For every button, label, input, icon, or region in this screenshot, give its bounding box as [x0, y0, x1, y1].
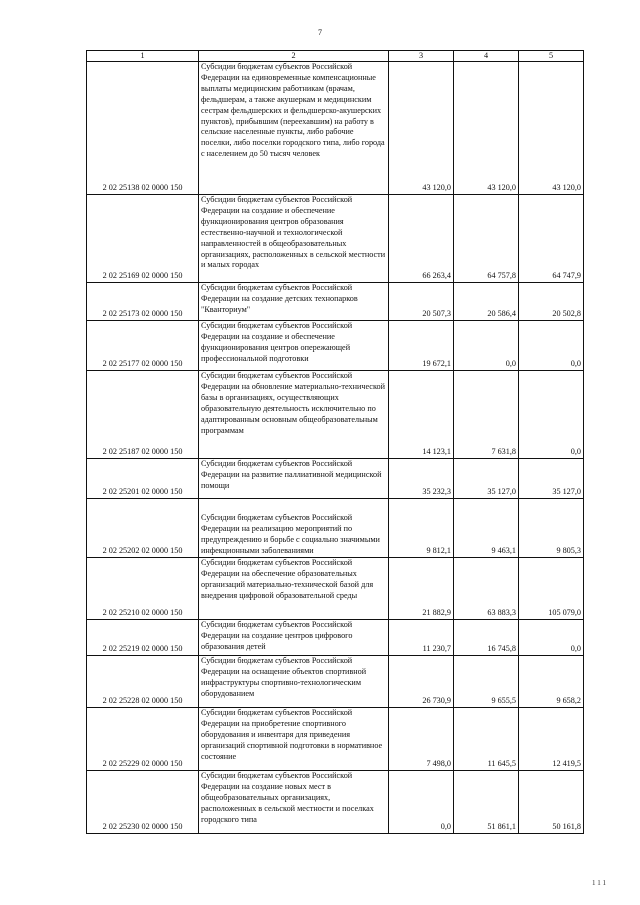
budget-table [86, 50, 584, 834]
row-value-col3: 14 123,1 [389, 371, 454, 459]
row-value-col4: 20 586,4 [454, 283, 519, 321]
row-code: 2 02 25187 02 0000 150 [87, 371, 199, 459]
row-description: Субсидии бюджетам субъектов Российской Федерации на создание детских технопарков "Кванториум" [199, 283, 389, 321]
table-row [87, 708, 584, 771]
row-value-col4: 16 745,8 [454, 620, 519, 656]
row-description: Субсидии бюджетам субъектов Российской Федерации на приобретение спортивного оборудования и инвентаря для приведения организаций спортивной подготовки в нормативное состояние [199, 708, 389, 771]
row-code: 2 02 25138 02 0000 150 [87, 62, 199, 195]
row-code: 2 02 25219 02 0000 150 [87, 620, 199, 656]
row-code: 2 02 25210 02 0000 150 [87, 558, 199, 620]
row-value-col3: 7 498,0 [389, 708, 454, 771]
row-description: Субсидии бюджетам субъектов Российской Федерации на оснащение объектов спортивной инфраструктуры спортивно-технологическим оборудованием [199, 656, 389, 708]
row-code: 2 02 25201 02 0000 150 [87, 459, 199, 499]
row-value-col3: 20 507,3 [389, 283, 454, 321]
table-row [87, 62, 584, 195]
table-row [87, 620, 584, 656]
row-description: Субсидии бюджетам субъектов Российской Федерации на создание и обеспечение функционирования центров образования естественно-научной и технологической направленностей в общеобразовательных организациях, расположенных в сельской местности и малых городах [199, 195, 389, 283]
row-value-col4: 63 883,3 [454, 558, 519, 620]
row-description: Субсидии бюджетам субъектов Российской Федерации на создание центров цифрового образования детей [199, 620, 389, 656]
row-code: 2 02 25173 02 0000 150 [87, 283, 199, 321]
row-description: Субсидии бюджетам субъектов Российской Федерации на реализацию мероприятий по предупреждению и борьбе с социально значимыми инфекционными заболеваниями [199, 499, 389, 558]
row-code: 2 02 25202 02 0000 150 [87, 499, 199, 558]
table-row [87, 558, 584, 620]
row-value-col5: 9 658,2 [519, 656, 584, 708]
row-value-col3: 66 263,4 [389, 195, 454, 283]
column-header: 1 [87, 51, 199, 62]
row-value-col4: 9 463,1 [454, 499, 519, 558]
page-number: 7 [318, 28, 322, 37]
row-code: 2 02 25229 02 0000 150 [87, 708, 199, 771]
row-value-col3: 11 230,7 [389, 620, 454, 656]
row-value-col4: 0,0 [454, 321, 519, 371]
row-code: 2 02 25228 02 0000 150 [87, 656, 199, 708]
row-description: Субсидии бюджетам субъектов Российской Федерации на создание и обеспечение функционирования центров опережающей профессиональной подготовки [199, 321, 389, 371]
row-value-col4: 43 120,0 [454, 62, 519, 195]
row-description: Субсидии бюджетам субъектов Российской Федерации на создание новых мест в общеобразовательных организациях, расположенных в сельской местности и поселках городского типа [199, 771, 389, 834]
row-value-col4: 11 645,5 [454, 708, 519, 771]
row-code: 2 02 25177 02 0000 150 [87, 321, 199, 371]
row-value-col5: 20 502,8 [519, 283, 584, 321]
row-value-col5: 64 747,9 [519, 195, 584, 283]
row-value-col5: 43 120,0 [519, 62, 584, 195]
row-value-col5: 50 161,8 [519, 771, 584, 834]
row-code: 2 02 25230 02 0000 150 [87, 771, 199, 834]
table-row [87, 195, 584, 283]
column-header: 4 [454, 51, 519, 62]
table-row [87, 656, 584, 708]
column-header: 5 [519, 51, 584, 62]
row-value-col4: 64 757,8 [454, 195, 519, 283]
row-code: 2 02 25169 02 0000 150 [87, 195, 199, 283]
table-row [87, 499, 584, 558]
table-row [87, 321, 584, 371]
row-value-col3: 21 882,9 [389, 558, 454, 620]
column-header: 2 [199, 51, 389, 62]
table-row [87, 459, 584, 499]
row-value-col5: 9 805,3 [519, 499, 584, 558]
row-value-col3: 43 120,0 [389, 62, 454, 195]
row-value-col4: 7 631,8 [454, 371, 519, 459]
row-value-col5: 0,0 [519, 371, 584, 459]
row-description: Субсидии бюджетам субъектов Российской Федерации на обеспечение образовательных организаций материально-технической базой для внедрения цифровой образовательной среды [199, 558, 389, 620]
row-value-col3: 9 812,1 [389, 499, 454, 558]
row-description: Субсидии бюджетам субъектов Российской Федерации на обновление материально-технической базы в организациях, осуществляющих образовательную деятельность исключительно по адаптированным основным общеобразовательным программам [199, 371, 389, 459]
row-value-col4: 35 127,0 [454, 459, 519, 499]
row-value-col3: 35 232,3 [389, 459, 454, 499]
row-value-col4: 51 861,1 [454, 771, 519, 834]
table-row [87, 771, 584, 834]
row-value-col5: 12 419,5 [519, 708, 584, 771]
table-row [87, 371, 584, 459]
row-value-col3: 0,0 [389, 771, 454, 834]
row-description: Субсидии бюджетам субъектов Российской Федерации на единовременные компенсационные выплаты медицинским работникам (врачам, фельдшерам, а также акушеркам и медицинским сестрам фельдшерских и фельдшерско-акушерских пунктов), прибывшим (переехавшим) на работу в сельские населенные пункты, либо рабочие поселки, либо поселки городского типа, либо города с населением до 50 тысяч человек [199, 62, 389, 195]
row-value-col5: 105 079,0 [519, 558, 584, 620]
row-value-col5: 0,0 [519, 620, 584, 656]
row-value-col5: 0,0 [519, 321, 584, 371]
footer-mark: 111 [592, 879, 608, 887]
table-header-row [87, 51, 584, 62]
column-header: 3 [389, 51, 454, 62]
row-value-col3: 26 730,9 [389, 656, 454, 708]
row-value-col3: 19 672,1 [389, 321, 454, 371]
table-row [87, 283, 584, 321]
row-value-col5: 35 127,0 [519, 459, 584, 499]
row-description: Субсидии бюджетам субъектов Российской Федерации на развитие паллиативной медицинской помощи [199, 459, 389, 499]
row-value-col4: 9 655,5 [454, 656, 519, 708]
